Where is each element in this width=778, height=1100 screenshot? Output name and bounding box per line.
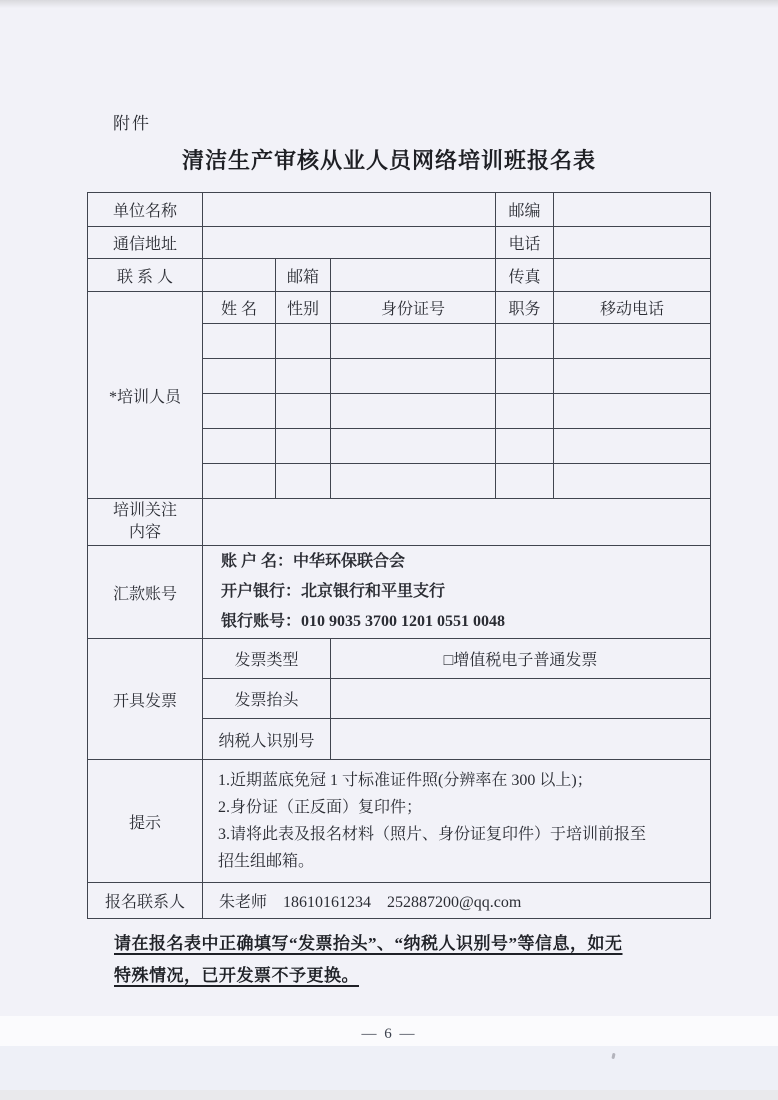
postcode-value-cell (554, 193, 711, 227)
registration-contact-value: 朱老师 18610161234 252887200@qq.com (203, 883, 711, 919)
trainee-mobile-cell (554, 394, 711, 429)
tip-item-1: 1.近期蓝底免冠 1 寸标准证件照(分辨率在 300 以上)； (218, 772, 593, 789)
trainee-name-cell (203, 394, 276, 429)
trainee-col-name: 姓 名 (203, 292, 276, 324)
trainee-gender-cell (276, 359, 331, 394)
row-training-focus (88, 499, 711, 546)
fax-label: 传真 (496, 259, 554, 292)
training-focus-label-line1: 培训关注 (112, 502, 177, 519)
row-contact-person (88, 259, 711, 292)
remittance-bank: 开户银行：北京银行和平里支行 (221, 583, 446, 600)
trainee-id-cell (331, 464, 496, 499)
invoice-type-label: 发票类型 (203, 639, 331, 679)
trainee-name-cell (203, 464, 276, 499)
row-tips (88, 760, 711, 883)
training-focus-label (88, 499, 203, 546)
fax-value-cell (554, 259, 711, 292)
trainee-mobile-cell (554, 324, 711, 359)
address-value-cell (203, 227, 496, 259)
trainee-id-cell (331, 324, 496, 359)
trainee-mobile-cell (554, 429, 711, 464)
attachment-label: 附件 (113, 114, 151, 133)
trainee-col-id-number: 身份证号 (331, 292, 496, 324)
footer-note-line2: 特殊情况，已开发票不予更换。 (114, 966, 359, 985)
tips-label: 提示 (88, 760, 203, 883)
trainee-id-cell (331, 394, 496, 429)
training-focus-label-line2: 内容 (128, 524, 161, 541)
trainee-name-cell (203, 429, 276, 464)
trainee-gender-cell (276, 324, 331, 359)
trainee-name-cell (203, 324, 276, 359)
email-value-cell (331, 259, 496, 292)
footer-note-line1: 请在报名表中正确填写“发票抬头”、“纳税人识别号”等信息，如无 (114, 934, 623, 953)
trainee-position-cell (496, 394, 554, 429)
invoice-header-value-cell (331, 679, 711, 719)
trainee-position-cell (496, 324, 554, 359)
row-address (88, 227, 711, 259)
postcode-label: 邮编 (496, 193, 554, 227)
invoice-type-option: □增值税电子普通发票 (331, 639, 711, 679)
trainees-label: *培训人员 (88, 292, 203, 499)
page-number: — 6 — (361, 1026, 417, 1042)
row-invoice-type (88, 639, 711, 679)
tax-id-label: 纳税人识别号 (203, 719, 331, 760)
row-registration-contact (88, 883, 711, 919)
phone-label: 电话 (496, 227, 554, 259)
unit-name-label: 单位名称 (88, 193, 203, 227)
trainee-gender-cell (276, 429, 331, 464)
invoice-header-label: 发票抬头 (203, 679, 331, 719)
footer-note (114, 931, 714, 995)
registration-contact-label: 报名联系人 (88, 883, 203, 919)
tip-item-3-continued: 招生组邮箱。 (218, 853, 315, 870)
remittance-account-number: 银行账号：010 9035 3700 1201 0551 0048 (221, 613, 506, 630)
trainee-position-cell (496, 429, 554, 464)
contact-person-value-cell (203, 259, 276, 292)
tip-item-2: 2.身份证（正反面）复印件； (218, 799, 423, 816)
trainee-id-cell (331, 359, 496, 394)
trainee-position-cell (496, 464, 554, 499)
unit-name-value-cell (203, 193, 496, 227)
trainee-name-cell (203, 359, 276, 394)
trainee-col-mobile: 移动电话 (554, 292, 711, 324)
email-label: 邮箱 (276, 259, 331, 292)
contact-person-label: 联 系 人 (88, 259, 203, 292)
trainee-position-cell (496, 359, 554, 394)
tip-item-3: 3.请将此表及报名材料（照片、身份证复印件）于培训前报至 (218, 826, 647, 843)
registration-form-table (87, 192, 711, 919)
trainee-col-position: 职务 (496, 292, 554, 324)
remittance-label: 汇款账号 (88, 546, 203, 639)
trainee-mobile-cell (554, 464, 711, 499)
tax-id-value-cell (331, 719, 711, 760)
row-remittance (88, 546, 711, 639)
invoice-label: 开具发票 (88, 639, 203, 760)
address-label: 通信地址 (88, 227, 203, 259)
trainee-col-gender: 性别 (276, 292, 331, 324)
remittance-account-name: 账 户 名：中华环保联合会 (221, 553, 406, 570)
scan-bottom-edge (0, 1090, 778, 1100)
page-title: 清洁生产审核从业人员网络培训班报名表 (181, 148, 596, 173)
row-unit-name (88, 193, 711, 227)
trainee-mobile-cell (554, 359, 711, 394)
phone-value-cell (554, 227, 711, 259)
trainee-gender-cell (276, 394, 331, 429)
scan-top-edge (0, 0, 778, 8)
scan-bottom-band (0, 1046, 778, 1090)
trainee-gender-cell (276, 464, 331, 499)
trainee-id-cell (331, 429, 496, 464)
row-trainee-header (88, 292, 711, 324)
training-focus-value-cell (203, 499, 711, 546)
tips-content (203, 760, 711, 883)
remittance-details (203, 546, 711, 639)
